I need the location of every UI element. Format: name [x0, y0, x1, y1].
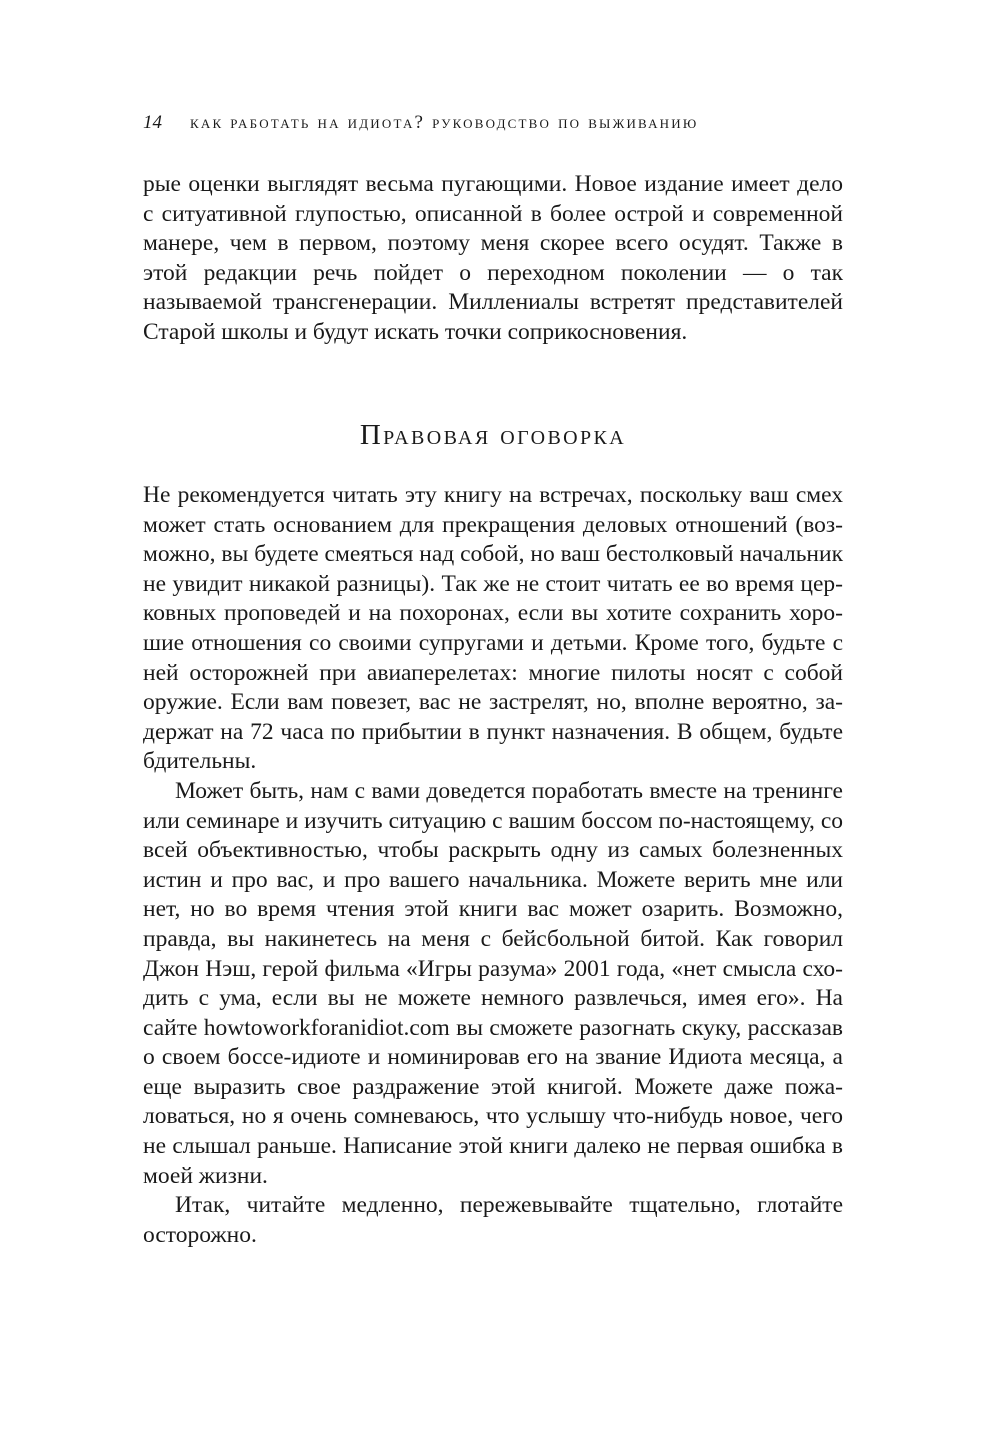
paragraph: рые оценки выглядят весьма пугающими. Новое издание имеет дело с ситуативной глупостью, описанной в более острой и современной манере, чем в первом, поэтому меня скорее всего осудят. Также в этой редакции речь пойдет о переходном поколении — о так называемой трансгенерации. Миллениалы встретят представителей Старой школы и будут искать точки соприкосновения.	[143, 171, 843, 345]
continuation-text	[143, 170, 843, 348]
paragraph: Может быть, нам с вами доведется поработать вместе на тренинге или семинаре и изучить ситуацию с вашим боссом по-настоящему, со всей объективностью, чтобы раскрыть одну из самых болезненных истин и про вас, и про вашего начальника. Можете верить мне или нет, но во время чтения этой книги вас может озарить. Возможно, правда, вы накинетесь на меня с бейсбольной битой. Как говорил Джон Нэш, герой фильма «Игры разума» 2001 года, «нет смысла сходить с ума, если вы не можете немного развлечься, имея его». На сайте howtoworkforanidiot.com вы сможете разогнать скуку, рассказав о своем боссе-идиоте и номинировав его на звание Идиота месяца, а еще выразить свое раздражение этой книгой. Можете даже пожаловаться, но я очень сомневаюсь, что услышу что-нибудь новое, чего не слышал раньше. Написание этой книги далеко не первая ошибка в моей жизни.	[143, 777, 843, 1189]
paragraph: Не рекомендуется читать эту книгу на встречах, поскольку ваш смех может стать основанием для прекращения деловых отношений (возможно, вы будете смеяться над собой, но ваш бестолковый начальник не увидит никакой разницы). Так же не стоит читать ее во время церковных проповедей и на похоронах, если вы хотите сохранить хорошие отношения со своими супругами и детьми. Кроме того, будьте с ней осторожней при авиаперелетах: многие пилоты носят с собой оружие. Если вам повезет, вас не застрелят, но, вполне вероятно, задержат на 72 часа по прибытии в пункт назначения. В общем, будьте бдительны.	[143, 482, 843, 775]
section-body	[143, 481, 843, 1250]
section-title: Правовая оговорка	[359, 419, 627, 451]
paragraph: Итак, читайте медленно, пережевывайте тщательно, глотайте осторожно.	[143, 1192, 843, 1248]
running-head	[143, 112, 843, 134]
page-number: 14	[143, 112, 162, 133]
running-head-title: как работать на идиота? руководство по выживанию	[190, 112, 699, 133]
